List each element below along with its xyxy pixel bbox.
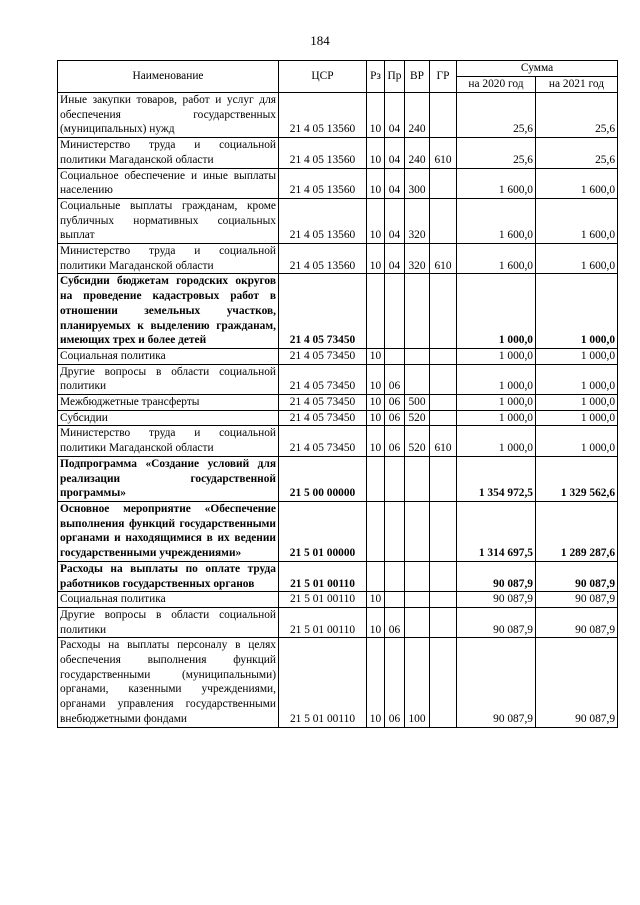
cell-sum-2020: 1 000,0 <box>457 274 536 349</box>
cell-gr <box>430 638 457 727</box>
header-year-2021: на 2021 год <box>536 77 618 93</box>
cell-sum-2020: 25,6 <box>457 138 536 168</box>
cell-vr <box>405 501 430 561</box>
cell-sum-2021: 90 087,9 <box>536 592 618 608</box>
cell-gr <box>430 93 457 138</box>
cell-vr <box>405 274 430 349</box>
header-rz: Рз <box>367 61 385 93</box>
cell-sum-2020: 1 354 972,5 <box>457 456 536 501</box>
cell-name: Другие вопросы в области социальной политики <box>58 607 279 637</box>
cell-sum-2020: 1 600,0 <box>457 168 536 198</box>
cell-vr: 320 <box>405 198 430 243</box>
cell-sum-2021: 1 000,0 <box>536 410 618 426</box>
cell-gr: 610 <box>430 426 457 456</box>
cell-sum-2021: 1 000,0 <box>536 348 618 364</box>
table-row <box>58 274 618 349</box>
cell-vr <box>405 348 430 364</box>
cell-sum-2021: 90 087,9 <box>536 607 618 637</box>
table-row <box>58 561 618 591</box>
cell-rz: 10 <box>367 410 385 426</box>
header-vr: ВР <box>405 61 430 93</box>
cell-rz: 10 <box>367 348 385 364</box>
cell-csr: 21 5 00 00000 <box>279 456 367 501</box>
cell-gr: 610 <box>430 138 457 168</box>
cell-rz: 10 <box>367 592 385 608</box>
cell-pr: 06 <box>385 426 405 456</box>
cell-csr: 21 5 01 00110 <box>279 638 367 727</box>
cell-vr: 300 <box>405 168 430 198</box>
cell-pr: 06 <box>385 395 405 411</box>
cell-vr <box>405 592 430 608</box>
cell-csr: 21 4 05 13560 <box>279 244 367 274</box>
cell-csr: 21 5 01 00110 <box>279 592 367 608</box>
cell-name: Иные закупки товаров, работ и услуг для обеспечения государственных (муниципальных) нужд <box>58 93 279 138</box>
cell-gr <box>430 395 457 411</box>
cell-sum-2020: 90 087,9 <box>457 561 536 591</box>
cell-rz: 10 <box>367 138 385 168</box>
cell-gr: 610 <box>430 244 457 274</box>
cell-rz: 10 <box>367 395 385 411</box>
cell-rz: 10 <box>367 364 385 394</box>
cell-csr: 21 4 05 13560 <box>279 198 367 243</box>
cell-gr <box>430 198 457 243</box>
cell-sum-2021: 1 000,0 <box>536 426 618 456</box>
cell-pr: 06 <box>385 638 405 727</box>
cell-pr: 06 <box>385 607 405 637</box>
table-row <box>58 198 618 243</box>
cell-pr <box>385 501 405 561</box>
cell-gr <box>430 364 457 394</box>
cell-gr <box>430 348 457 364</box>
cell-name: Министерство труда и социальной политики Магаданской области <box>58 244 279 274</box>
cell-csr: 21 5 01 00110 <box>279 607 367 637</box>
budget-table <box>57 60 618 728</box>
cell-rz: 10 <box>367 607 385 637</box>
cell-sum-2021: 25,6 <box>536 138 618 168</box>
header-sum: Сумма <box>457 61 618 77</box>
cell-csr: 21 4 05 13560 <box>279 93 367 138</box>
cell-csr: 21 4 05 73450 <box>279 348 367 364</box>
cell-pr: 04 <box>385 244 405 274</box>
cell-vr: 240 <box>405 138 430 168</box>
header-gr: ГР <box>430 61 457 93</box>
cell-rz <box>367 501 385 561</box>
cell-name: Подпрограмма «Создание условий для реализации государственной программы» <box>58 456 279 501</box>
cell-csr: 21 4 05 73450 <box>279 426 367 456</box>
table-row <box>58 395 618 411</box>
cell-pr <box>385 274 405 349</box>
cell-sum-2020: 1 000,0 <box>457 364 536 394</box>
cell-name: Основное мероприятие «Обеспечение выполнения функций государственными органами и находящимися в их ведении государственными учреждениями» <box>58 501 279 561</box>
cell-sum-2020: 1 000,0 <box>457 395 536 411</box>
cell-csr: 21 4 05 73450 <box>279 410 367 426</box>
cell-sum-2020: 1 000,0 <box>457 426 536 456</box>
table-row <box>58 364 618 394</box>
cell-name: Другие вопросы в области социальной политики <box>58 364 279 394</box>
cell-sum-2020: 1 600,0 <box>457 244 536 274</box>
cell-pr <box>385 561 405 591</box>
cell-sum-2020: 1 000,0 <box>457 348 536 364</box>
table-row <box>58 410 618 426</box>
cell-rz: 10 <box>367 426 385 456</box>
page-number: 184 <box>310 33 330 48</box>
cell-vr: 500 <box>405 395 430 411</box>
cell-name: Расходы на выплаты по оплате труда работников государственных органов <box>58 561 279 591</box>
cell-vr <box>405 561 430 591</box>
cell-pr: 04 <box>385 168 405 198</box>
cell-csr: 21 4 05 73450 <box>279 395 367 411</box>
cell-pr: 04 <box>385 138 405 168</box>
cell-rz: 10 <box>367 93 385 138</box>
table-row <box>58 348 618 364</box>
cell-vr <box>405 607 430 637</box>
cell-gr <box>430 410 457 426</box>
cell-sum-2021: 1 600,0 <box>536 168 618 198</box>
cell-sum-2020: 1 314 697,5 <box>457 501 536 561</box>
table-row <box>58 592 618 608</box>
cell-name: Субсидии бюджетам городских округов на проведение кадастровых работ в отношении земельных участков, планируемых к выделению гражданам, имеющих трех и более детей <box>58 274 279 349</box>
cell-name: Субсидии <box>58 410 279 426</box>
cell-name: Социальное обеспечение и иные выплаты населению <box>58 168 279 198</box>
cell-vr: 240 <box>405 93 430 138</box>
table-row <box>58 138 618 168</box>
cell-csr: 21 4 05 73450 <box>279 364 367 394</box>
cell-pr: 06 <box>385 410 405 426</box>
cell-name: Социальная политика <box>58 592 279 608</box>
cell-sum-2020: 1 000,0 <box>457 410 536 426</box>
cell-vr: 100 <box>405 638 430 727</box>
cell-sum-2021: 1 600,0 <box>536 244 618 274</box>
cell-sum-2021: 1 600,0 <box>536 198 618 243</box>
cell-gr <box>430 561 457 591</box>
cell-sum-2021: 1 000,0 <box>536 364 618 394</box>
cell-sum-2021: 25,6 <box>536 93 618 138</box>
cell-rz: 10 <box>367 244 385 274</box>
cell-rz: 10 <box>367 638 385 727</box>
cell-sum-2021: 90 087,9 <box>536 561 618 591</box>
table-row <box>58 501 618 561</box>
cell-csr: 21 4 05 13560 <box>279 138 367 168</box>
cell-name: Расходы на выплаты персоналу в целях обеспечения выполнения функций государственными (муниципальными) органами, казенными учреждениями, органами управления государственными внебюджетными фондами <box>58 638 279 727</box>
cell-gr <box>430 501 457 561</box>
table-row <box>58 607 618 637</box>
cell-pr: 06 <box>385 364 405 394</box>
cell-sum-2021: 1 329 562,6 <box>536 456 618 501</box>
cell-csr: 21 5 01 00110 <box>279 561 367 591</box>
cell-name: Министерство труда и социальной политики Магаданской области <box>58 138 279 168</box>
cell-sum-2020: 90 087,9 <box>457 607 536 637</box>
cell-vr <box>405 364 430 394</box>
cell-sum-2021: 90 087,9 <box>536 638 618 727</box>
cell-rz: 10 <box>367 198 385 243</box>
table-row <box>58 426 618 456</box>
cell-csr: 21 5 01 00000 <box>279 501 367 561</box>
header-year-2020: на 2020 год <box>457 77 536 93</box>
cell-csr: 21 4 05 73450 <box>279 274 367 349</box>
cell-gr <box>430 274 457 349</box>
cell-sum-2021: 1 000,0 <box>536 274 618 349</box>
cell-sum-2020: 1 600,0 <box>457 198 536 243</box>
header-csr: ЦСР <box>279 61 367 93</box>
cell-pr <box>385 456 405 501</box>
table-row <box>58 456 618 501</box>
cell-csr: 21 4 05 13560 <box>279 168 367 198</box>
cell-name: Социальные выплаты гражданам, кроме публичных нормативных социальных выплат <box>58 198 279 243</box>
cell-gr <box>430 456 457 501</box>
cell-pr: 04 <box>385 93 405 138</box>
cell-gr <box>430 607 457 637</box>
cell-vr: 520 <box>405 410 430 426</box>
table-row <box>58 93 618 138</box>
cell-name: Министерство труда и социальной политики Магаданской области <box>58 426 279 456</box>
cell-vr: 520 <box>405 426 430 456</box>
header-name: Наименование <box>58 61 279 93</box>
cell-pr: 04 <box>385 198 405 243</box>
cell-rz: 10 <box>367 168 385 198</box>
cell-sum-2020: 25,6 <box>457 93 536 138</box>
cell-sum-2020: 90 087,9 <box>457 638 536 727</box>
cell-sum-2021: 1 000,0 <box>536 395 618 411</box>
table-row <box>58 168 618 198</box>
cell-name: Межбюджетные трансферты <box>58 395 279 411</box>
cell-vr <box>405 456 430 501</box>
cell-rz <box>367 456 385 501</box>
table-row <box>58 244 618 274</box>
cell-gr <box>430 592 457 608</box>
cell-rz <box>367 561 385 591</box>
cell-pr <box>385 348 405 364</box>
cell-pr <box>385 592 405 608</box>
cell-sum-2021: 1 289 287,6 <box>536 501 618 561</box>
cell-gr <box>430 168 457 198</box>
cell-name: Социальная политика <box>58 348 279 364</box>
cell-sum-2020: 90 087,9 <box>457 592 536 608</box>
table-row <box>58 638 618 727</box>
cell-rz <box>367 274 385 349</box>
header-pr: Пр <box>385 61 405 93</box>
cell-vr: 320 <box>405 244 430 274</box>
